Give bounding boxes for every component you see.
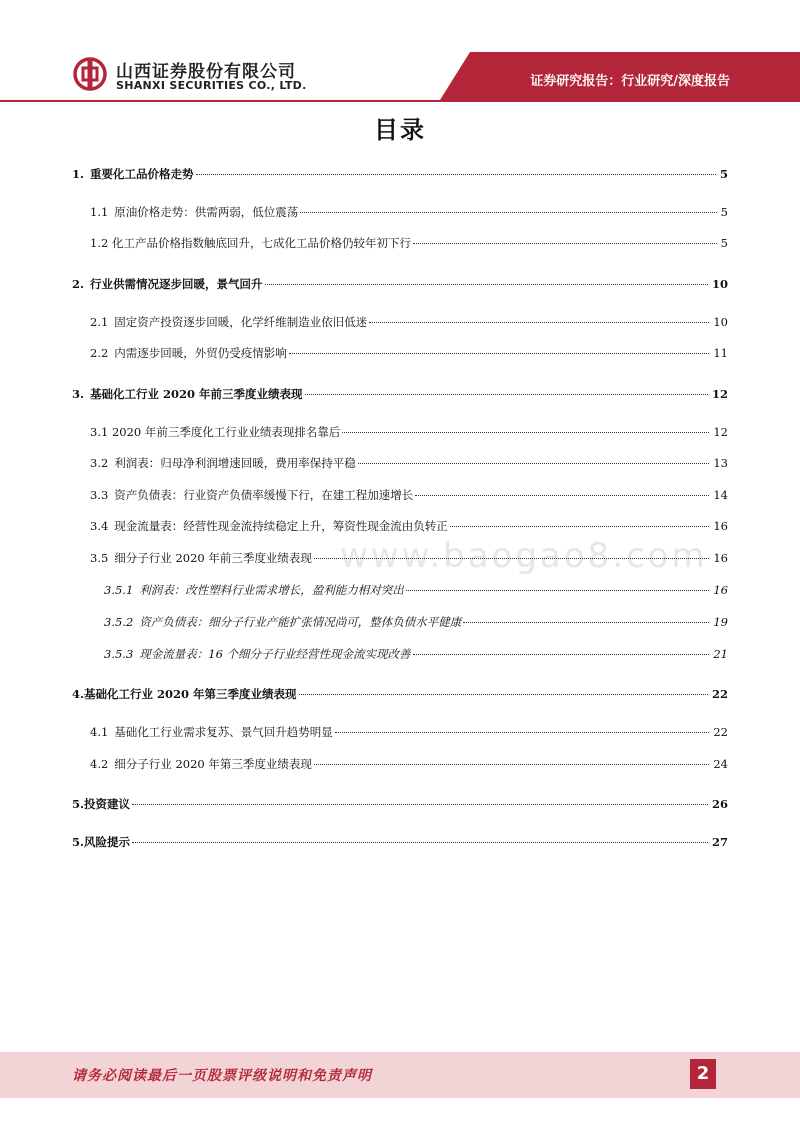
toc-text: 内需逐步回暖，外贸仍受疫情影响 — [114, 346, 287, 360]
toc-page: 12 — [713, 425, 728, 439]
toc-entry-3[interactable] — [72, 386, 728, 402]
toc-entry-3-3[interactable] — [90, 487, 728, 503]
company-name-en: SHANXI SECURITIES CO., LTD. — [116, 79, 307, 92]
toc-number: 3.3 — [90, 488, 109, 502]
toc-entry-4-2[interactable] — [90, 756, 728, 772]
toc-entry-3-5-2[interactable] — [104, 614, 728, 630]
toc-page: 16 — [713, 551, 728, 565]
toc-number: 3.2 — [90, 456, 109, 470]
toc-number: 3. — [72, 387, 85, 401]
toc-entry-3-2[interactable] — [90, 455, 728, 471]
toc-leader — [463, 622, 709, 623]
toc-text: 3.1 2020 年前三季度化工行业业绩表现排名靠后 — [90, 425, 341, 439]
toc-number: 1. — [72, 167, 85, 181]
toc-entry-1[interactable] — [72, 166, 728, 182]
toc-number: 3.4 — [90, 519, 109, 533]
toc-number: 4.1 — [90, 725, 109, 739]
footer-disclaimer: 请务必阅读最后一页股票评级说明和免责声明 — [72, 1068, 372, 1084]
toc-text: 资产负债表：行业资产负债率缓慢下行，在建工程加速增长 — [114, 488, 414, 502]
toc-entry-4[interactable] — [72, 686, 728, 702]
toc-text: 现金流量表：经营性现金流持续稳定上升，筹资性现金流由负转正 — [114, 519, 448, 533]
toc-text: 利润表：改性塑料行业需求增长，盈利能力相对突出 — [139, 583, 404, 597]
toc-entry-5-investment[interactable] — [72, 796, 728, 812]
toc-text: 基础化工行业 2020 年前三季度业绩表现 — [90, 387, 303, 401]
toc-leader — [299, 694, 708, 695]
page-title: 目录 — [374, 116, 426, 144]
toc-page: 22 — [711, 687, 728, 701]
watermark: www.baogao8.com — [340, 536, 708, 576]
shanxi-securities-logo-icon — [72, 56, 108, 92]
report-type: 证券研究报告：行业研究/深度报告 — [530, 74, 730, 89]
page-number: 2 — [690, 1059, 716, 1089]
toc-leader — [342, 432, 709, 433]
toc-number: 2.2 — [90, 346, 109, 360]
toc-leader — [305, 394, 708, 395]
toc-page: 12 — [711, 387, 728, 401]
toc-text: 4.基础化工行业 2020 年第三季度业绩表现 — [72, 687, 297, 701]
header-divider — [0, 100, 800, 102]
toc-text: 基础化工行业需求复苏、景气回升趋势明显 — [114, 725, 333, 739]
toc-text: 1.2 化工产品价格指数触底回升，七成化工品价格仍较年初下行 — [90, 236, 411, 250]
toc-text: 细分子行业 2020 年前三季度业绩表现 — [114, 551, 312, 565]
toc-leader — [369, 322, 709, 323]
toc-page: 5 — [720, 236, 728, 250]
toc-leader — [132, 842, 708, 843]
toc-page: 5 — [719, 167, 728, 181]
toc-page: 19 — [713, 615, 728, 629]
toc-leader — [406, 590, 710, 591]
toc-page: 5 — [720, 205, 728, 219]
toc-text: 行业供需情况逐步回暖，景气回升 — [90, 277, 263, 291]
toc-entry-3-1[interactable] — [90, 424, 728, 440]
toc-number: 2. — [72, 277, 85, 291]
toc-leader — [132, 804, 708, 805]
toc-number: 3.5 — [90, 551, 109, 565]
toc-page: 10 — [713, 315, 728, 329]
toc-number: 4.2 — [90, 757, 109, 771]
toc-entry-2[interactable] — [72, 276, 728, 292]
toc-entry-1-2[interactable] — [90, 235, 728, 251]
toc-text: 5.投资建议 — [72, 797, 131, 811]
toc-number: 3.5.1 — [104, 583, 134, 597]
toc-entry-2-1[interactable] — [90, 314, 728, 330]
toc-leader — [196, 174, 716, 175]
toc-leader — [314, 558, 709, 559]
toc-text: 利润表：归母净利润增速回暖，费用率保持平稳 — [114, 456, 356, 470]
toc-page: 21 — [713, 647, 728, 661]
toc-leader — [413, 243, 717, 244]
toc-text: 固定资产投资逐步回暖，化学纤维制造业依旧低迷 — [114, 315, 368, 329]
toc-text: 重要化工品价格走势 — [90, 167, 194, 181]
toc-text: 原油价格走势：供需两弱，低位震荡 — [114, 205, 299, 219]
toc-entry-3-5-3[interactable] — [104, 646, 728, 662]
toc-page: 16 — [713, 519, 728, 533]
toc-leader — [314, 764, 709, 765]
toc-page: 11 — [713, 346, 728, 360]
toc-text: 细分子行业 2020 年第三季度业绩表现 — [114, 757, 312, 771]
page-header — [0, 0, 800, 100]
toc-text: 现金流量表：16 个细分子行业经营性现金流实现改善 — [139, 647, 411, 661]
toc-page: 26 — [711, 797, 728, 811]
toc-entry-3-4[interactable] — [90, 518, 728, 534]
toc-page: 13 — [713, 456, 728, 470]
toc-page: 24 — [713, 757, 728, 771]
toc-leader — [413, 654, 710, 655]
toc-page: 16 — [713, 583, 728, 597]
toc-entry-2-2[interactable] — [90, 345, 728, 361]
toc-entry-3-5-1[interactable] — [104, 582, 728, 598]
toc-page: 14 — [713, 488, 728, 502]
toc-leader — [450, 526, 710, 527]
toc-entry-1-1[interactable] — [90, 204, 728, 220]
company-name-cn: 山西证券股份有限公司 — [116, 62, 296, 82]
toc-number: 3.5.3 — [104, 647, 134, 661]
toc-number: 2.1 — [90, 315, 109, 329]
toc-leader — [300, 212, 716, 213]
toc-leader — [358, 463, 710, 464]
toc-entry-4-1[interactable] — [90, 724, 728, 740]
toc-number: 3.5.2 — [104, 615, 134, 629]
toc-text: 5.风险提示 — [72, 835, 131, 849]
toc-page: 10 — [711, 277, 728, 291]
toc-entry-5-risk[interactable] — [72, 834, 728, 850]
toc-leader — [265, 284, 708, 285]
toc-page: 27 — [711, 835, 728, 849]
toc-leader — [289, 353, 710, 354]
toc-text: 资产负债表：细分子行业产能扩张情况尚可，整体负债水平健康 — [139, 615, 462, 629]
toc-page: 22 — [713, 725, 728, 739]
toc-entry-3-5[interactable] — [90, 550, 728, 566]
toc-leader — [415, 495, 709, 496]
toc-leader — [335, 732, 710, 733]
toc-number: 1.1 — [90, 205, 109, 219]
